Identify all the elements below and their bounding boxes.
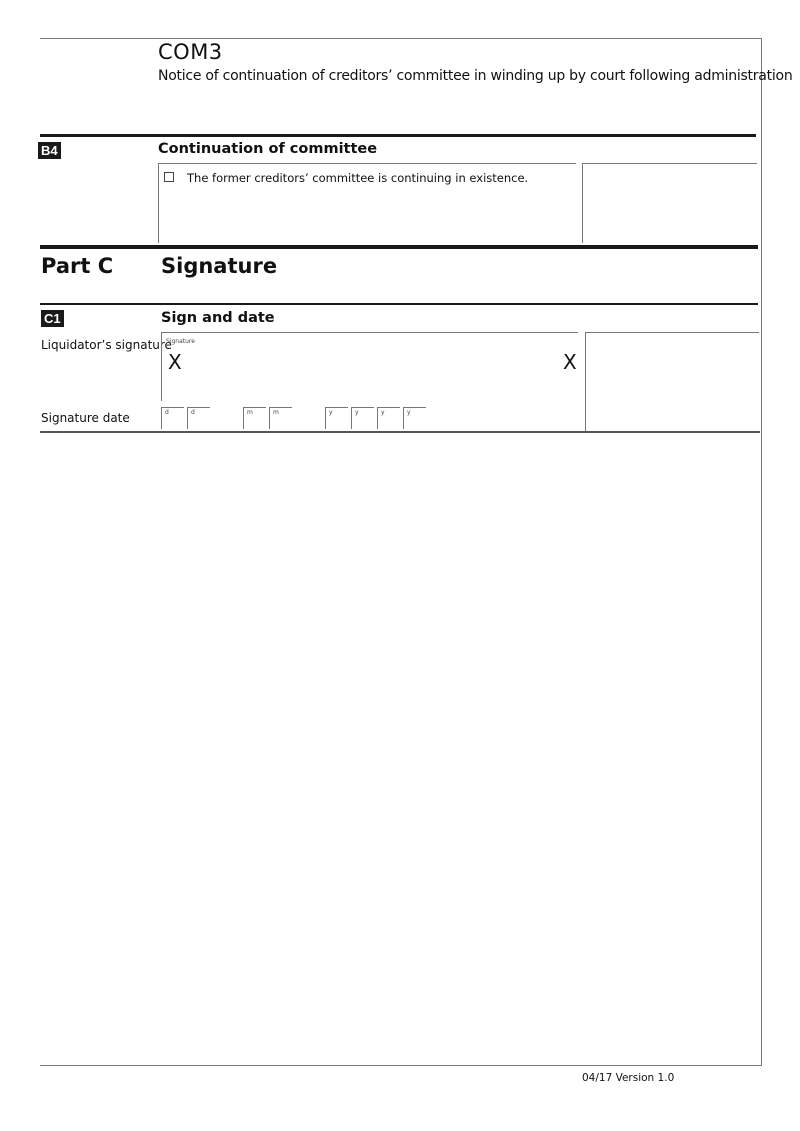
date-placeholder: y	[381, 409, 385, 416]
section-c1-rule	[40, 303, 758, 305]
part-c-title: Signature	[161, 254, 278, 278]
date-placeholder: m	[273, 409, 279, 416]
continuation-checkbox-label: The former creditors’ committee is continuing in existence.	[187, 171, 529, 185]
part-c-label: Part C	[41, 254, 114, 278]
signature-end-cross-icon: X	[563, 350, 577, 374]
page-right-rule	[761, 38, 762, 1066]
liquidator-signature-label: Liquidator’s signature	[41, 338, 172, 352]
continuation-checkbox[interactable]	[164, 172, 174, 182]
date-placeholder: y	[407, 409, 411, 416]
date-day-2-field[interactable]	[187, 407, 210, 429]
date-placeholder: d	[191, 409, 195, 416]
section-c1-bottom-rule	[40, 431, 760, 433]
signature-start-cross-icon: X	[168, 350, 182, 374]
signature-date-label: Signature date	[41, 411, 130, 425]
form-title: Notice of continuation of creditors’ committee in winding up by court following administration	[158, 68, 793, 84]
date-placeholder: y	[329, 409, 333, 416]
signature-box-caption: Signature	[166, 338, 195, 345]
b4-side-box	[582, 163, 757, 243]
part-c-rule	[40, 245, 758, 249]
date-placeholder: d	[165, 409, 169, 416]
signature-box[interactable]	[161, 332, 578, 401]
date-year-4-field[interactable]	[403, 407, 426, 429]
c1-side-box	[585, 332, 759, 431]
section-b4-heading: Continuation of committee	[158, 141, 378, 157]
date-month-1-field[interactable]	[243, 407, 266, 429]
date-year-3-field[interactable]	[377, 407, 400, 429]
date-day-1-field[interactable]	[161, 407, 184, 429]
date-month-2-field[interactable]	[269, 407, 292, 429]
footer-version: 04/17 Version 1.0	[582, 1072, 675, 1084]
date-placeholder: m	[247, 409, 253, 416]
section-c1-tag: C1	[41, 310, 64, 327]
form-code: COM3	[158, 40, 223, 64]
page-bottom-rule	[40, 1065, 762, 1066]
date-placeholder: y	[355, 409, 359, 416]
date-year-1-field[interactable]	[325, 407, 348, 429]
section-b4-tag: B4	[38, 142, 61, 159]
section-c1-heading: Sign and date	[161, 310, 275, 326]
section-b4-rule	[40, 134, 756, 137]
page-top-rule	[40, 38, 762, 39]
date-year-2-field[interactable]	[351, 407, 374, 429]
